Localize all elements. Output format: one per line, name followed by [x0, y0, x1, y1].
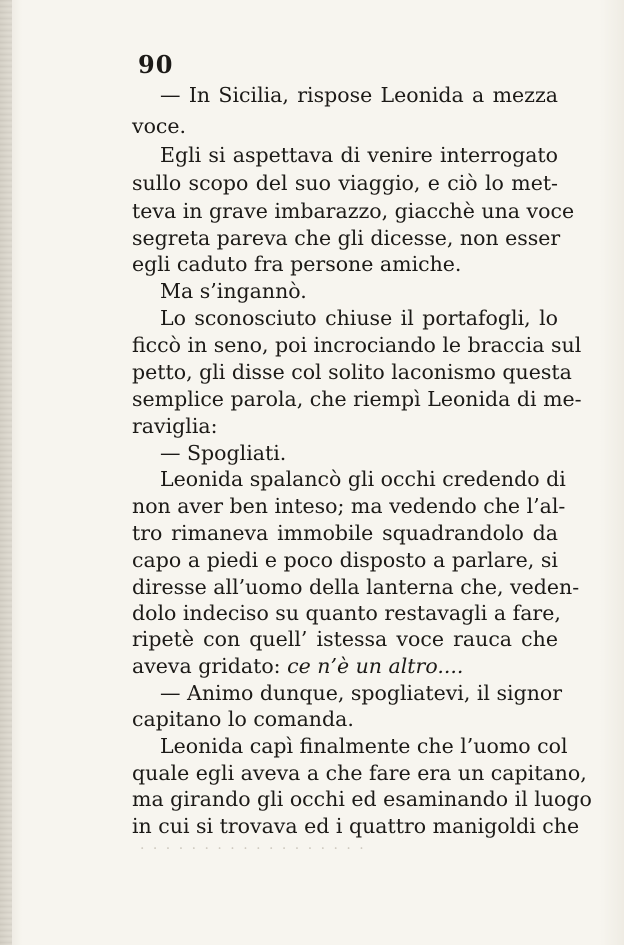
text-line: Ma s’ingannò. — [160, 279, 307, 303]
text-line: — In Sicilia, rispose Leonida a mezza — [160, 83, 558, 107]
text-line: teva in grave imbarazzo, giacchè una voce — [132, 199, 575, 223]
text-line: segreta pareva che gli dicesse, non esser — [132, 226, 561, 250]
text-line: egli caduto fra persone amiche. — [132, 252, 462, 276]
text-line: petto, gli disse col solito laconismo questa — [132, 360, 572, 384]
text-line: non aver ben inteso; ma vedendo che l’al- — [132, 494, 566, 518]
italic-quote: ce n’è un altro.... — [287, 654, 464, 678]
text-line: capo a piedi e poco disposto a parlare, si — [132, 548, 558, 572]
binding-edge — [0, 0, 12, 945]
bleed-through-text: · · · · · · · · · · · · · · · · · · — [140, 841, 366, 857]
text-line: Lo sconosciuto chiuse il portafogli, lo — [160, 306, 558, 330]
text-line: ficcò in seno, poi incrociando le braccia sul — [132, 333, 582, 357]
text-line: quale egli aveva a che fare era un capitano, — [132, 761, 587, 785]
text-line: semplice parola, che riempì Leonida di me- — [132, 387, 582, 411]
text-line: dolo indeciso su quanto restavagli a fare, — [132, 601, 561, 625]
text-line: raviglia: — [132, 414, 218, 438]
text-line: Leonida spalancò gli occhi credendo di — [160, 467, 566, 491]
text-line: ma girando gli occhi ed esaminando il luogo — [132, 787, 592, 811]
text-line: Egli si aspettava di venire interrogato — [160, 143, 558, 167]
text-line: voce. — [132, 114, 187, 138]
page-number: 90 — [138, 50, 174, 79]
line-prefix: aveva gridato: — [132, 654, 281, 678]
text-line: diresse all’uomo della lanterna che, veden- — [132, 575, 580, 599]
text-line: — Spogliati. — [160, 441, 287, 465]
text-line — [132, 653, 558, 679]
text-line: tro rimaneva immobile squadrandolo da — [132, 521, 558, 545]
text-line: in cui si trovava ed i quattro manigoldi che — [132, 814, 580, 838]
text-line: sullo scopo del suo viaggio, e ciò lo met- — [132, 171, 558, 195]
text-line: ripetè con quell’ istessa voce rauca che — [132, 627, 558, 651]
text-line: capitano lo comanda. — [132, 707, 354, 731]
text-line: — Animo dunque, spogliatevi, il signor — [160, 681, 563, 705]
text-line: Leonida capì finalmente che l’uomo col — [160, 734, 568, 758]
